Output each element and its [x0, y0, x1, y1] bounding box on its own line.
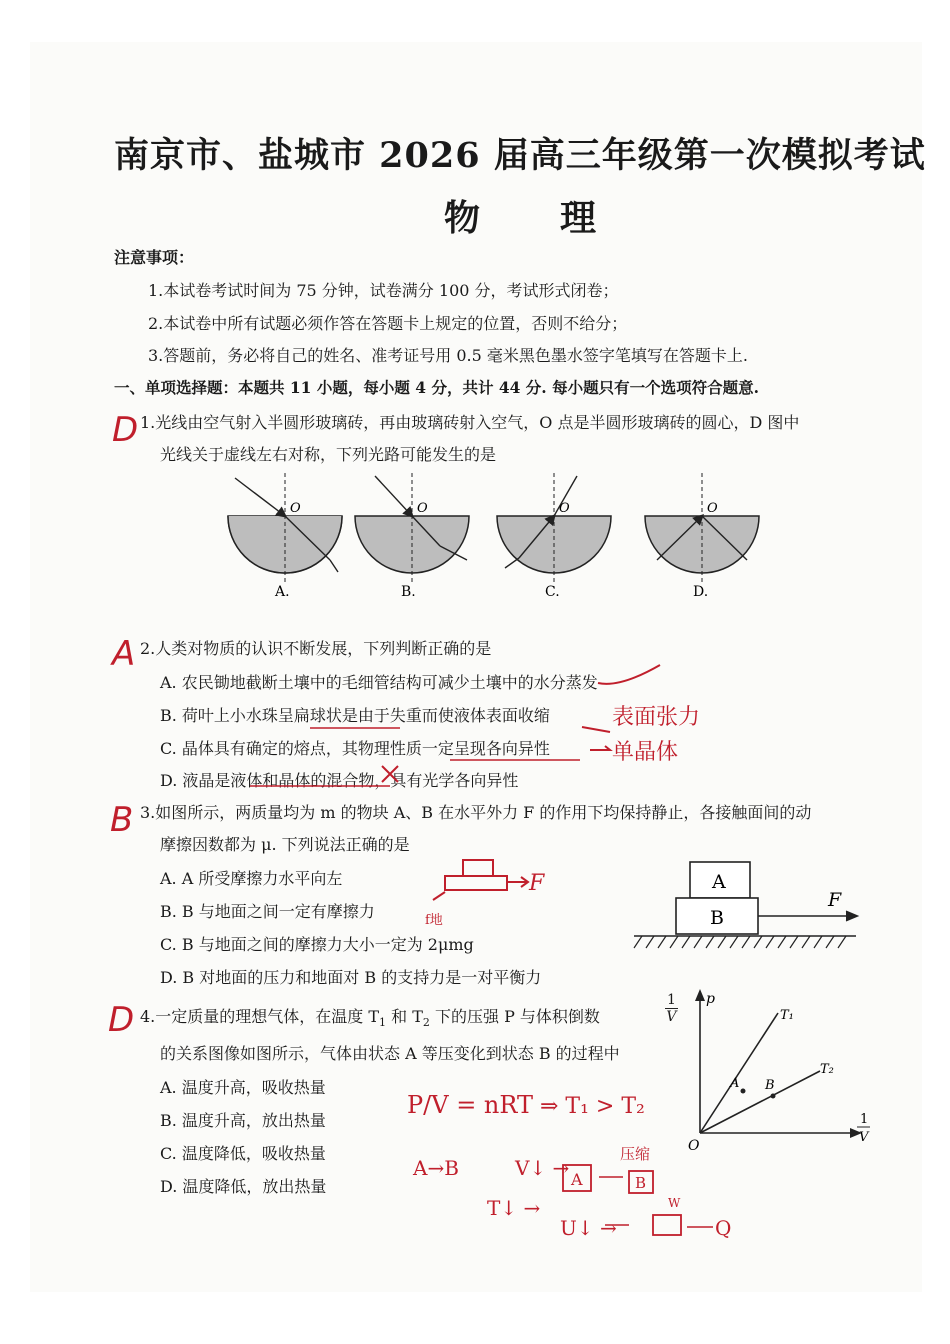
q1-figure-b	[355, 473, 469, 600]
q3-handwritten-answer: B	[110, 800, 134, 840]
q1-figure-c-center: O	[559, 501, 570, 516]
q3-option-b: B. B 与地面之间一定有摩擦力	[160, 902, 375, 921]
q2-option-a: A. 农民锄地截断土壤中的毛细管结构可减少土壤中的水分蒸发	[160, 673, 598, 692]
q4-note-temp-compare: ⇒ T₁ > T₂	[540, 1094, 645, 1119]
q3-block-b: B	[710, 907, 724, 929]
q3-stem-line2: 摩擦因数都为 μ. 下列说法正确的是	[160, 835, 410, 854]
q4-fraction	[665, 992, 678, 1025]
subject-title: 物 理	[444, 197, 619, 239]
q4-option-a: A. 温度升高，吸收热量	[160, 1078, 326, 1097]
q3-note-force: F	[529, 871, 545, 896]
q4-handwritten-answer: D	[108, 1000, 135, 1040]
q4-label-a: A	[730, 1076, 740, 1091]
q4-option-d: D. 温度降低，放出热量	[160, 1177, 327, 1196]
q4-frac-den: V	[666, 1009, 677, 1025]
q3-stem-line1: 3.如图所示，两质量均为 m 的物块 A、B 在水平外力 F 的作用下均保持静止，各接触面间的动	[140, 803, 812, 822]
q1-label-d: D.	[693, 584, 709, 600]
q4-stem-pre: 4.一定质量的理想气体，在温度 T	[140, 1007, 380, 1026]
q4-stem-line1	[140, 1004, 600, 1029]
q4-stem-mid: 和 T	[386, 1007, 423, 1026]
q4-note-compression: 压缩	[620, 1145, 651, 1163]
q2-option-b: B. 荷叶上小水珠呈扁球状是由于失重而使液体表面收缩	[160, 706, 550, 725]
q4-stem-line2: 的关系图像如图所示，气体由状态 A 等压变化到状态 B 的过程中	[160, 1044, 620, 1063]
q4-x-axis-num: 1	[860, 1112, 869, 1127]
q2-note-single-crystal: 单晶体	[612, 740, 679, 765]
notice-item-3: 3.答题前，务必将自己的姓名、准考证号用 0.5 毫米黑色墨水签字笔填写在答题卡上.	[148, 346, 748, 365]
section-heading: 一、单项选择题：本题共 11 小题，每小题 4 分，共计 44 分. 每小题只有一个选项符合题意.	[114, 378, 759, 397]
q3-option-d: D. B 对地面的压力和地面对 B 的支持力是一对平衡力	[160, 968, 542, 987]
q2-option-d: D. 液晶是液体和晶体的混合物，具有光学各向异性	[160, 771, 519, 790]
q3-note-ground-friction: f地	[425, 913, 443, 928]
q3-figure	[630, 860, 860, 960]
q4-option-b: B. 温度升高，放出热量	[160, 1111, 326, 1130]
q1-label-c: C.	[545, 584, 560, 600]
q4-option-c: C. 温度降低，吸收热量	[160, 1144, 326, 1163]
q4-label-t2: T₂	[820, 1062, 834, 1077]
q2-handwritten-answer: A	[112, 634, 136, 674]
q4-stem-post: 下的压强 P 与体积倒数	[429, 1007, 600, 1026]
q2-option-c: C. 晶体具有确定的熔点，其物理性质一定呈现各向异性	[160, 739, 550, 758]
q4-note-energy-down: U↓ →	[560, 1216, 617, 1240]
q3-force-label: F	[828, 889, 842, 911]
q1-label-b: B.	[401, 584, 416, 600]
notice-heading: 注意事项：	[114, 248, 195, 267]
q2-note-surface-tension: 表面张力	[612, 705, 701, 730]
q1-figures	[220, 468, 790, 603]
q1-label-a: A.	[275, 584, 290, 600]
q4-origin-label: O	[688, 1138, 700, 1154]
q4-y-axis-label: p	[706, 991, 715, 1007]
q4-note-box-b: B	[635, 1174, 647, 1192]
q4-note-formula: P/V = nRT	[407, 1091, 534, 1119]
q1-figure-d	[645, 473, 759, 600]
q4-note-work: W	[668, 1196, 681, 1210]
q4-sub1: 1	[379, 1016, 387, 1030]
q2-stem: 2.人类对物质的认识不断发展，下列判断正确的是	[140, 639, 492, 658]
q4-note-temp-down: T↓ →	[487, 1196, 541, 1220]
q4-note-box-a: A	[571, 1170, 583, 1189]
q4-note-volume-down: V↓ →	[515, 1156, 570, 1180]
notice-item-1: 1.本试卷考试时间为 75 分钟，试卷满分 100 分，考试形式闭卷；	[148, 281, 619, 300]
q2-annotation-marks	[150, 660, 710, 790]
exam-title: 南京市、盐城市 2026 届高三年级第一次模拟考试	[114, 135, 926, 176]
q1-figure-d-center: O	[707, 501, 718, 516]
q1-figure-a-center: O	[290, 501, 301, 516]
q4-handwritten-work	[395, 1085, 765, 1255]
q1-figure-a	[228, 473, 342, 600]
q3-option-c: C. B 与地面之间的摩擦力大小一定为 2μmg	[160, 935, 474, 954]
q4-note-a-to-b: A→B	[413, 1156, 459, 1180]
q4-note-heat: Q	[715, 1216, 732, 1240]
q3-handwritten-sketch	[425, 852, 565, 932]
q1-stem-line1: 1.光线由空气射入半圆形玻璃砖，再由玻璃砖射入空气，O 点是半圆形玻璃砖的圆心，D 图中	[140, 413, 800, 432]
q1-handwritten-answer: D	[112, 410, 139, 450]
q4-sub2: 2	[422, 1016, 430, 1030]
q4-frac-num: 1	[667, 992, 676, 1008]
notice-item-2: 2.本试卷中所有试题必须作答在答题卡上规定的位置，否则不给分；	[148, 314, 628, 333]
q1-figure-b-center: O	[417, 501, 428, 516]
q4-x-axis-den: V	[859, 1130, 869, 1145]
q4-label-t1: T₁	[780, 1008, 794, 1023]
q4-point-b	[771, 1094, 776, 1099]
q3-option-a: A. A 所受摩擦力水平向左	[160, 869, 343, 888]
q1-figure-c	[497, 473, 611, 600]
q4-label-b: B	[765, 1078, 775, 1093]
q1-stem-line2: 光线关于虚线左右对称，下列光路可能发生的是	[160, 445, 497, 464]
q3-block-a: A	[712, 871, 726, 893]
